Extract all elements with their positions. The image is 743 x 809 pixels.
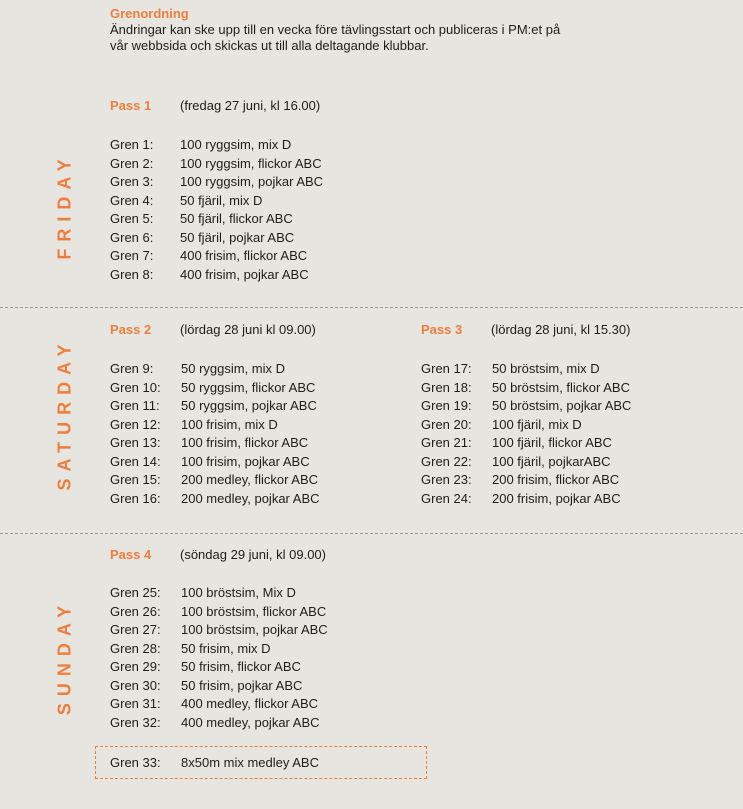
event-row xyxy=(421,490,631,509)
pass-name: Pass 2 xyxy=(110,322,152,337)
event-description: 100 fjäril, mix D xyxy=(492,416,582,432)
event-number: Gren 33: xyxy=(110,755,161,770)
event-description: 200 frisim, flickor ABC xyxy=(492,472,620,487)
pass-4-event-list xyxy=(110,584,328,732)
event-row xyxy=(421,397,631,416)
event-number: Gren 15: xyxy=(110,472,161,487)
event-row xyxy=(110,136,323,155)
event-description: 50 bröstsim, mix D xyxy=(492,361,600,376)
event-description: 100 bröstsim, pojkar ABC xyxy=(181,622,328,637)
pass-3-event-list xyxy=(421,360,631,508)
event-description: 200 medley, pojkar ABC xyxy=(181,490,320,506)
event-row xyxy=(110,584,328,603)
event-row xyxy=(110,658,328,677)
event-description: 50 ryggsim, pojkar ABC xyxy=(181,398,317,413)
event-row xyxy=(110,714,328,733)
event-number: Gren 28: xyxy=(110,640,161,656)
event-row xyxy=(110,695,328,714)
event-description: 400 medley, flickor ABC xyxy=(181,696,319,711)
event-description: 400 frisim, pojkar ABC xyxy=(180,266,309,282)
event-row xyxy=(110,434,320,453)
event-description: 100 frisim, pojkar ABC xyxy=(181,453,310,469)
event-description: 100 frisim, flickor ABC xyxy=(181,435,309,450)
pass-name: Pass 3 xyxy=(421,322,463,337)
section-divider xyxy=(0,533,743,534)
event-number: Gren 12: xyxy=(110,416,161,432)
event-row xyxy=(110,210,323,229)
event-row xyxy=(110,603,328,622)
event-description: 400 frisim, flickor ABC xyxy=(180,248,308,263)
pass-2-event-list xyxy=(110,360,320,508)
pass-1-header xyxy=(110,98,320,113)
event-description: 100 ryggsim, mix D xyxy=(180,137,292,152)
event-row xyxy=(110,677,328,696)
event-row xyxy=(421,360,631,379)
event-description: 100 bröstsim, flickor ABC xyxy=(181,603,327,619)
event-number: Gren 30: xyxy=(110,677,161,693)
event-row xyxy=(110,247,323,266)
intro xyxy=(110,6,560,54)
event-row xyxy=(110,173,323,192)
event-number: Gren 25: xyxy=(110,585,161,600)
event-row xyxy=(110,229,323,248)
event-row xyxy=(421,453,631,472)
event-row xyxy=(110,155,323,174)
event-description: 100 ryggsim, flickor ABC xyxy=(180,155,322,171)
event-row xyxy=(110,192,323,211)
event-number: Gren 13: xyxy=(110,435,161,450)
event-number: Gren 24: xyxy=(421,490,472,506)
event-description: 50 bröstsim, flickor ABC xyxy=(492,379,630,395)
event-description: 50 bröstsim, pojkar ABC xyxy=(492,398,632,413)
event-row xyxy=(421,379,631,398)
day-label-sunday: SUNDAY xyxy=(54,598,75,716)
event-description: 50 ryggsim, flickor ABC xyxy=(181,379,316,395)
pass-name: Pass 1 xyxy=(110,98,152,113)
section-divider xyxy=(0,307,743,308)
event-row xyxy=(110,397,320,416)
event-row xyxy=(110,266,323,285)
event-number: Gren 3: xyxy=(110,174,154,189)
event-description: 50 frisim, mix D xyxy=(181,640,271,656)
event-number: Gren 10: xyxy=(110,379,161,395)
event-number: Gren 17: xyxy=(421,361,472,376)
event-number: Gren 14: xyxy=(110,453,161,469)
event-number: Gren 16: xyxy=(110,490,161,506)
event-description: 100 frisim, mix D xyxy=(181,416,278,432)
event-number: Gren 6: xyxy=(110,229,154,245)
event-number: Gren 4: xyxy=(110,192,154,208)
event-number: Gren 26: xyxy=(110,603,161,619)
event-number: Gren 32: xyxy=(110,714,161,730)
event-number: Gren 31: xyxy=(110,696,161,711)
event-number: Gren 23: xyxy=(421,472,472,487)
event-description: 200 frisim, pojkar ABC xyxy=(492,490,621,506)
event-description: 100 ryggsim, pojkar ABC xyxy=(180,174,324,189)
event-number: Gren 21: xyxy=(421,435,472,450)
event-number: Gren 9: xyxy=(110,361,154,376)
event-row xyxy=(421,434,631,453)
event-number: Gren 11: xyxy=(110,398,160,413)
pass-name: Pass 4 xyxy=(110,547,152,562)
event-description: 50 frisim, flickor ABC xyxy=(181,659,301,674)
relay-event-box xyxy=(95,746,427,779)
pass-3-header xyxy=(421,322,630,337)
event-row xyxy=(110,453,320,472)
event-description: 50 fjäril, pojkar ABC xyxy=(180,229,295,245)
pass-time: (lördag 28 juni kl 09.00) xyxy=(180,322,316,337)
event-description: 200 medley, flickor ABC xyxy=(181,472,319,487)
event-row xyxy=(110,416,320,435)
pass-1-event-list xyxy=(110,136,323,284)
event-number: Gren 29: xyxy=(110,659,161,674)
event-row xyxy=(110,490,320,509)
event-description: 50 fjäril, mix D xyxy=(180,192,263,208)
event-description: 100 bröstsim, Mix D xyxy=(181,585,296,600)
event-row xyxy=(110,360,320,379)
event-description: 100 fjäril, pojkarABC xyxy=(492,453,611,469)
event-number: Gren 2: xyxy=(110,155,154,171)
event-number: Gren 18: xyxy=(421,379,472,395)
event-number: Gren 27: xyxy=(110,622,161,637)
event-number: Gren 7: xyxy=(110,248,154,263)
event-number: Gren 22: xyxy=(421,453,472,469)
pass-2-header xyxy=(110,322,316,337)
event-description: 8x50m mix medley ABC xyxy=(181,755,319,770)
event-number: Gren 1: xyxy=(110,137,154,152)
event-description: 100 fjäril, flickor ABC xyxy=(492,435,612,450)
pass-time: (söndag 29 juni, kl 09.00) xyxy=(180,547,326,562)
intro-text: Ändringar kan ske upp till en vecka före tävlingsstart och publiceras i PM:et på vår webbsida och skickas ut till alla deltagande klubbar. xyxy=(110,22,561,53)
event-number: Gren 19: xyxy=(421,398,472,413)
event-row xyxy=(110,379,320,398)
event-number: Gren 5: xyxy=(110,211,154,226)
event-number: Gren 20: xyxy=(421,416,472,432)
day-label-saturday: SATURDAY xyxy=(54,337,75,491)
event-row xyxy=(110,471,320,490)
event-description: 50 ryggsim, mix D xyxy=(181,361,286,376)
day-label-friday: FRIDAY xyxy=(54,152,75,260)
event-description: 50 fjäril, flickor ABC xyxy=(180,211,293,226)
intro-title: Grenordning xyxy=(110,6,189,21)
pass-time: (fredag 27 juni, kl 16.00) xyxy=(180,98,321,113)
event-row xyxy=(421,416,631,435)
event-description: 50 frisim, pojkar ABC xyxy=(181,677,303,693)
event-row xyxy=(110,640,328,659)
pass-time: (lördag 28 juni, kl 15.30) xyxy=(491,322,631,337)
event-number: Gren 8: xyxy=(110,266,154,282)
event-row xyxy=(110,621,328,640)
pass-4-header xyxy=(110,547,326,562)
event-row xyxy=(421,471,631,490)
event-description: 400 medley, pojkar ABC xyxy=(181,714,320,730)
